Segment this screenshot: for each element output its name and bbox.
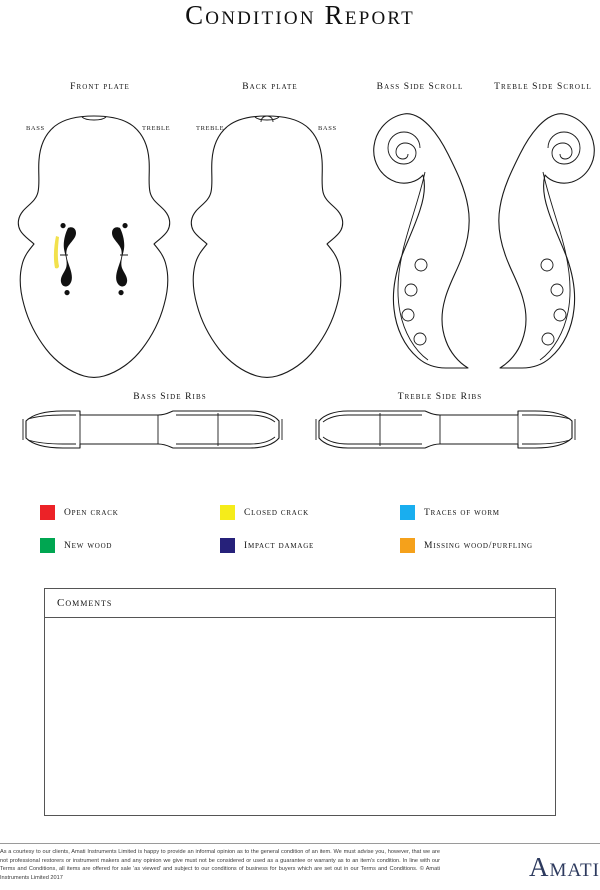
front-plate-caption: Front plate <box>70 82 130 92</box>
back-plate-diagram <box>185 110 350 385</box>
legend-swatch-closed-crack <box>220 505 235 520</box>
legend-item-missing-wood-purfling <box>400 538 580 553</box>
front-plate-diagram <box>12 110 177 385</box>
treble-side-scroll-diagram <box>490 100 600 370</box>
bass-side-ribs-caption: Bass Side Ribs <box>133 392 207 402</box>
legend <box>40 505 580 553</box>
legend-swatch-open-crack <box>40 505 55 520</box>
back-plate-caption: Back plate <box>242 82 298 92</box>
brand-logo: Amati <box>529 852 600 882</box>
legend-item-closed-crack <box>220 505 400 520</box>
bass-side-ribs-diagram <box>18 405 283 453</box>
comments-box <box>44 588 556 816</box>
comments-header: Comments <box>45 589 555 618</box>
footer-disclaimer: As a courtesy to our clients, Amati Instruments Limited is happy to provide an informal opinion as to the general condition of an item. We must advise you, however, that we are not professional restorers or instrument makers and any opinion we give must not be considered or used as a guarantee or warranty as to an item's condition. In line with our Terms and Conditions, all items are offered for sale 'as viewed' and subject to our conditions of business for buyers which are set out in our Terms and Conditions. © Amati Instruments Limited 2017 <box>0 849 440 881</box>
legend-label-traces-of-worm: Traces of worm <box>424 507 500 518</box>
legend-item-open-crack <box>40 505 220 520</box>
legend-swatch-traces-of-worm <box>400 505 415 520</box>
treble-side-ribs-caption: Treble Side Ribs <box>397 392 483 402</box>
bass-side-scroll-caption: Bass Side Scroll <box>376 82 464 92</box>
front-plate-treble-label: TREBLE <box>142 125 171 132</box>
legend-swatch-impact-damage <box>220 538 235 553</box>
legend-label-open-crack: Open crack <box>64 507 119 518</box>
bass-side-scroll-diagram <box>368 100 478 370</box>
comments-input[interactable] <box>45 618 555 816</box>
front-plate-bass-label: BASS <box>26 125 45 132</box>
page-title: Condition Report <box>185 0 415 30</box>
legend-item-impact-damage <box>220 538 400 553</box>
treble-side-ribs-diagram <box>315 405 580 453</box>
footer-divider <box>0 843 600 844</box>
legend-label-impact-damage: Impact damage <box>244 540 315 551</box>
legend-item-new-wood <box>40 538 220 553</box>
back-plate-bass-label: BASS <box>318 125 337 132</box>
legend-swatch-new-wood <box>40 538 55 553</box>
legend-item-traces-of-worm <box>400 505 580 520</box>
legend-label-new-wood: New wood <box>64 540 113 551</box>
legend-label-closed-crack: Closed crack <box>244 507 309 518</box>
legend-label-missing-wood-purfling: Missing wood/purfling <box>424 540 533 551</box>
legend-swatch-missing-wood-purfling <box>400 538 415 553</box>
treble-side-scroll-caption: Treble Side Scroll <box>494 82 592 92</box>
back-plate-treble-label: TREBLE <box>196 125 225 132</box>
